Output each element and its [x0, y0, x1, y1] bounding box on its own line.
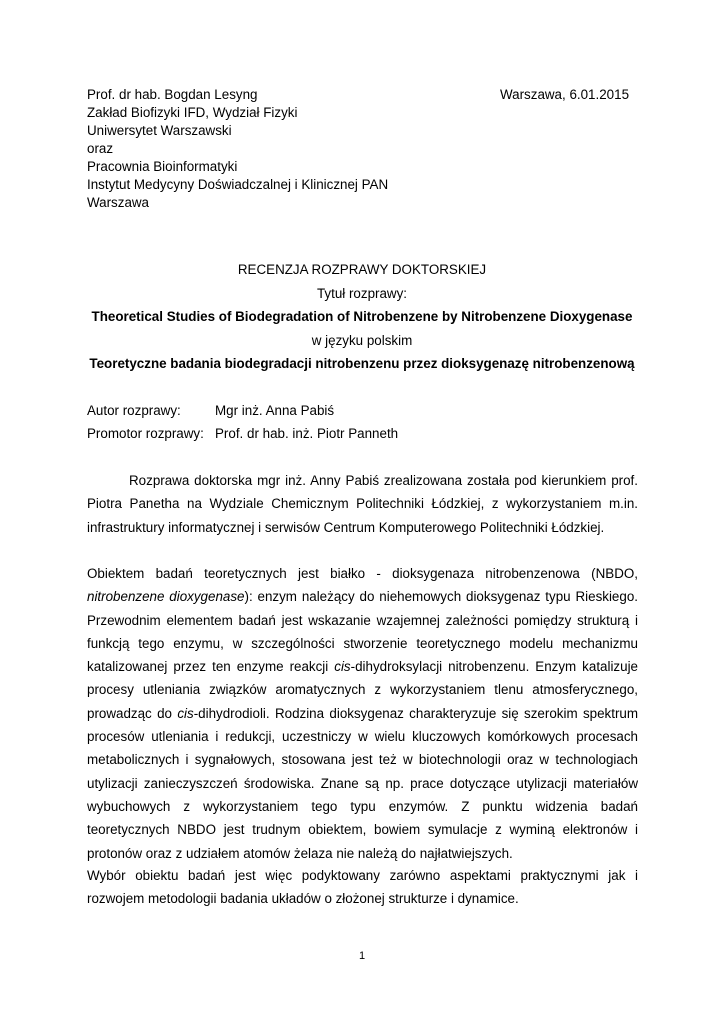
- author-name: Prof. dr hab. Bogdan Lesyng: [87, 87, 258, 102]
- paragraph-intro: Rozprawa doktorska mgr inż. Anny Pabiś zrealizowana została pod kierunkiem prof. Piotra Panetha na Wydziale Chemicznym Politechniki Łódzkiej, z wykorzystaniem m.in. infrastruktury informatycznej i serwisów Centrum Komputerowego Politechniki Łódzkiej.: [87, 473, 638, 535]
- thesis-title-polish: Teoretyczne badania biodegradacji nitrobenzenu przez dioksygenazę nitrobenzenową: [89, 356, 635, 371]
- review-heading: RECENZJA ROZPRAWY DOKTORSKIEJ: [237, 262, 487, 277]
- affiliation-line: Instytut Medycyny Doświadczalnej i Klinicznej PAN: [87, 177, 389, 192]
- italic-term: nitrobenzene dioxygenase: [87, 589, 245, 605]
- italic-term: cis: [177, 705, 194, 721]
- paragraph-object: [87, 562, 638, 865]
- document-date: Warszawa, 6.01.2015: [500, 87, 630, 102]
- author-value: Mgr inż. Anna Pabiś: [215, 403, 335, 418]
- italic-term: cis: [334, 659, 351, 675]
- affiliation-line: Pracownia Bioinformatyki: [87, 159, 238, 174]
- polish-label: w języku polskim: [311, 333, 413, 348]
- affiliation-line: Zakład Biofizyki IFD, Wydział Fizyki: [87, 105, 298, 120]
- paragraph-text: Obiektem badań teoretycznych jest białko - dioksygenaza nitrobenzenowa (NBDO,: [87, 566, 638, 581]
- title-label: Tytuł rozprawy:: [316, 286, 408, 301]
- paragraph-text: -dihydroksylacji nitrobenzenu. Enzym katalizuje procesy utleniania związków aromatycznych z wykorzystaniem tlenu atmosferycznego, prowadząc do: [87, 659, 638, 721]
- affiliation-line: oraz: [87, 141, 114, 156]
- thesis-title-english: Theoretical Studies of Biodegradation of Nitrobenzene by Nitrobenzene Dioxygenase: [91, 309, 633, 324]
- author-affiliation-block: [87, 86, 388, 212]
- paragraph-choice: Wybór obiektu badań jest więc podyktowany zarówno aspektami praktycznymi jak i rozwojem metodologii badania układów o złożonej strukturze i dynamice.: [87, 868, 638, 907]
- promotor-value: Prof. dr hab. inż. Piotr Panneth: [215, 426, 399, 441]
- paragraph-text: ): enzym należący do niehemowych dioksygenaz typu Rieskiego. Przewodnim elementem badań jest wskazanie wzajemnej zależności pomiędzy strukturą i funkcją tego enzymu, w szczególności stworzenie teoretycznego modelu mechanizmu katalizowanej przez ten enzyme reakcji: [87, 589, 638, 675]
- promotor-label: Promotor rozprawy:: [87, 426, 204, 441]
- affiliation-line: Warszawa: [87, 195, 150, 210]
- paragraph-text: -dihydrodioli. Rodzina dioksygenaz charakteryzuje się szerokim spektrum procesów utleniania i redukcji, uczestniczy w wielu kluczowych komórkowych procesach metabolicznych i sygnałowych, stosowana jest też w biotechnologii oraz w technologiach utylizacji zanieczyszczeń środowiska. Znane są np. prace dotyczące utylizacji materiałów wybuchowych z wykorzystaniem tego typu enzymów. Z punktu widzenia badań teoretycznych NBDO jest trudnym obiektem, bowiem symulacje z wyminą elektronów i protonów oraz z udziałem atomów żelaza nie należą do najłatwiejszych.: [87, 705, 639, 861]
- affiliation-line: Uniwersytet Warszawski: [87, 123, 232, 138]
- page-number: 1: [358, 950, 366, 962]
- author-label: Autor rozprawy:: [87, 403, 181, 418]
